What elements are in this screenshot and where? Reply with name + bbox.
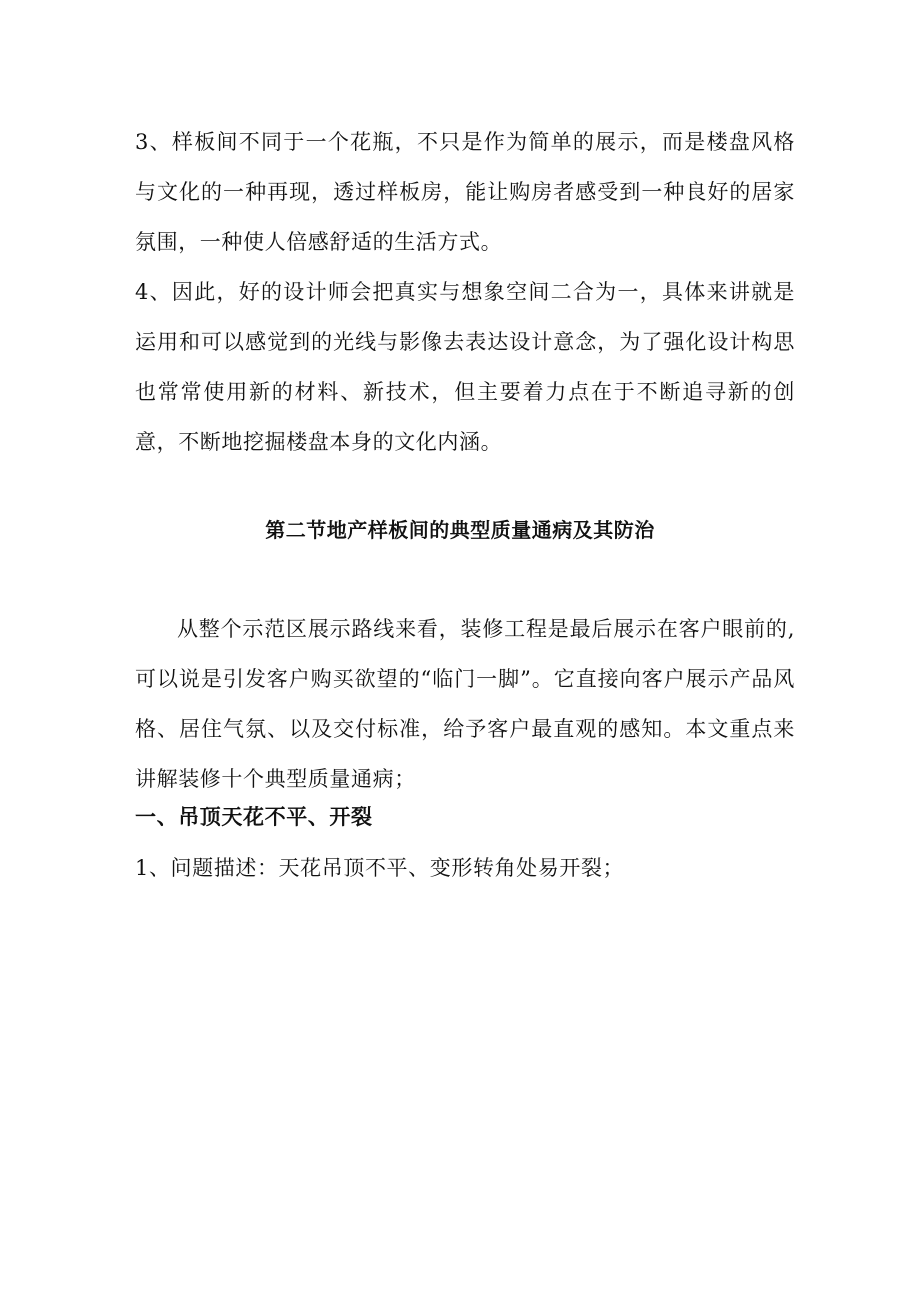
section-title: 第二节地产样板间的典型质量通病及其防治 [265,518,655,542]
paragraph-4: 4、因此，好的设计师会把真实与想象空间二合为一，具体来讲就是运用和可以感觉到的光线与影像去表达设计意念，为了强化设计构思也常常使用新的材料、新技术，但主要着力点在于不断追寻新的创意，不断地挖掘楼盘本身的文化内涵。 [135,280,795,454]
paragraph-3: 3、样板间不同于一个花瓶，不只是作为简单的展示，而是楼盘风格与文化的一种再现，透过样板房，能让购房者感受到一种良好的居家氛围，一种使人倍感舒适的生活方式。 [135,130,795,254]
intro-paragraph: 从整个示范区展示路线来看，装修工程是最后展示在客户眼前的,可以说是引发客户购买欲望的“临门一脚”。它直接向客户展示产品风格、居住气氛、以及交付标准，给予客户最直观的感知。本文重点来讲解装修十个典型质量通病； [135,617,795,791]
subheading-ceiling: 一、吊顶天花不平、开裂 [135,804,373,829]
problem-description: 1、问题描述：天花吊顶不平、变形转角处易开裂； [135,856,625,880]
